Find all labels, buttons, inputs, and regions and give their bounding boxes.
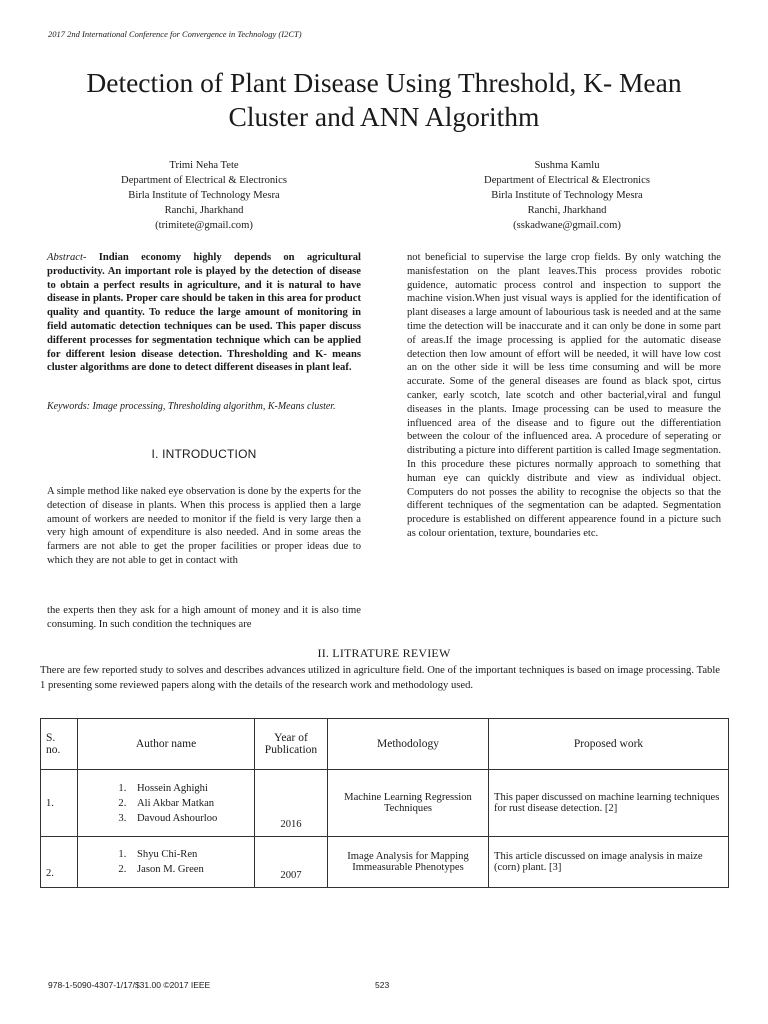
- section-heading-literature-review: II. LITRATURE REVIEW: [317, 646, 451, 660]
- author-name: Trimi Neha Tete: [169, 160, 239, 171]
- review-table: [40, 718, 729, 888]
- intro-paragraph-2: the experts then they ask for a high amount of money and it is also time consuming. In such condition the techniques are: [47, 605, 361, 630]
- author-list: [83, 847, 249, 877]
- author-loc: Ranchi, Jharkhand: [164, 205, 244, 216]
- author-loc: Ranchi, Jharkhand: [527, 205, 607, 216]
- cell-authors: [78, 770, 255, 837]
- abstract-text: Indian economy highly depends on agricultural productivity. An important role is played by the detection of disease to obtain a perfect results in agriculture, and it is natural to have disease in plants. Proper care should be taken in this area for product quality and quantity. To reduce the large amount of monitoring in field automatic detection techniques can be used. This paper discuss different processes for segmentation technique which can be applied for different lesion disease detection. Thresholding and K- means cluster algorithms are done to detect different diseases in plant leaf.: [47, 252, 361, 374]
- table-row: [41, 770, 729, 837]
- conference-header: 2017 2nd International Conference for Convergence in Technology (I2CT): [48, 29, 302, 39]
- keywords: Keywords: Image processing, Thresholding algorithm, K-Means cluster.: [47, 401, 336, 412]
- intro-paragraph-1: A simple method like naked eye observation is done by the experts for the detection of disease in plants. When this process is applied then a large amount of workers are needed to monitor if the field is very large then a very high amount of expenditure is also needed. And in some areas the farmers are not able to get the proper facilities or proper ideas due to which they are not able to get in contact with: [47, 486, 361, 566]
- cell-sno: 1.: [41, 770, 78, 837]
- header-sno: S. no.: [41, 719, 78, 770]
- author-dept: Department of Electrical & Electronics: [121, 175, 287, 186]
- paper-title: [30, 66, 738, 134]
- cell-year: 2007: [255, 837, 328, 888]
- list-item: 2. Jason M. Green: [129, 862, 249, 877]
- author-email: (sskadwane@gmail.com): [513, 220, 621, 231]
- literature-review-paragraph: There are few reported study to solves and describes advances utilized in agriculture field. One of the important techniques is based on image processing. Table 1 presenting some reviewed papers along with the details of the research work and methodology used.: [40, 665, 720, 691]
- header-proposed-work: Proposed work: [489, 719, 729, 770]
- list-item: 2. Ali Akbar Matkan: [129, 796, 249, 811]
- table-header-row: [41, 719, 729, 770]
- title-line-1: Detection of Plant Disease Using Threshold, K- Mean: [86, 67, 682, 98]
- header-year: Year of Publication: [255, 719, 328, 770]
- section-heading-introduction: I. INTRODUCTION: [151, 447, 257, 461]
- list-item: 1. Hossein Aghighi: [129, 781, 249, 796]
- author-dept: Department of Electrical & Electronics: [484, 175, 650, 186]
- footer-copyright: 978-1-5090-4307-1/17/$31.00 ©2017 IEEE: [48, 980, 211, 990]
- author-inst: Birla Institute of Technology Mesra: [128, 190, 280, 201]
- cell-year: 2016: [255, 770, 328, 837]
- author-inst: Birla Institute of Technology Mesra: [491, 190, 643, 201]
- cell-methodology: Image Analysis for Mapping Immeasurable Phenotypes: [328, 837, 489, 888]
- cell-methodology: Machine Learning Regression Techniques: [328, 770, 489, 837]
- list-item: 3. Davoud Ashourloo: [129, 811, 249, 826]
- author-list: [83, 781, 249, 826]
- right-column-text: not beneficial to supervise the large crop fields. By only watching the manisfestation on the plant leaves.This process provides robotic guidence, automatic process control and inspection to support the machine vision.When just visual ways is applied for the identification of plant diseases a large amount of labourious task is needed and at the same time the detection will be inaccurate and it can only be done in some part of areas.If the image processing is applied for the automatic disease detection then low amount of effort will be needed, it will have low cost an on the other side it will be less time consuming and will be more accurate. Some of the general diseases are found as black spot, cirtus canker, early scotch, late scotch and other bacterial,viral and fungul diseases in the plants. Image processing can be used to measure the influenced area of the disease and to figure out the differentiation between the colour of the influenced area. A procedure of seperating or distributing a picture into different partition is called Image segmentation. In this procedure these pictures normally approach to something that human eye can quickly distribute and view as individual object. Computers do not posses the ability to recognise the objects so that the different techniques of the segmentation can be adapted. Segmentation procedure is established on different appearence found in a picture such as colour orientation, texture, boundaries etc.: [407, 252, 721, 539]
- cell-sno: 2.: [41, 837, 78, 888]
- author-block-2: [417, 158, 717, 233]
- author-name: Sushma Kamlu: [534, 160, 600, 171]
- author-email: (trimitete@gmail.com): [155, 220, 253, 231]
- list-item: 1. Shyu Chi-Ren: [129, 847, 249, 862]
- page-number: 523: [375, 980, 390, 990]
- cell-authors: [78, 837, 255, 888]
- abstract-label: Abstract-: [47, 252, 87, 263]
- cell-proposed-work: This paper discussed on machine learning techniques for rust disease detection. [2]: [489, 770, 729, 837]
- header-methodology: Methodology: [328, 719, 489, 770]
- header-author: Author name: [78, 719, 255, 770]
- table-row: [41, 837, 729, 888]
- abstract: [47, 251, 361, 375]
- title-line-2: Cluster and ANN Algorithm: [228, 101, 540, 132]
- author-block-1: [54, 158, 354, 233]
- cell-proposed-work: This article discussed on image analysis in maize (corn) plant. [3]: [489, 837, 729, 888]
